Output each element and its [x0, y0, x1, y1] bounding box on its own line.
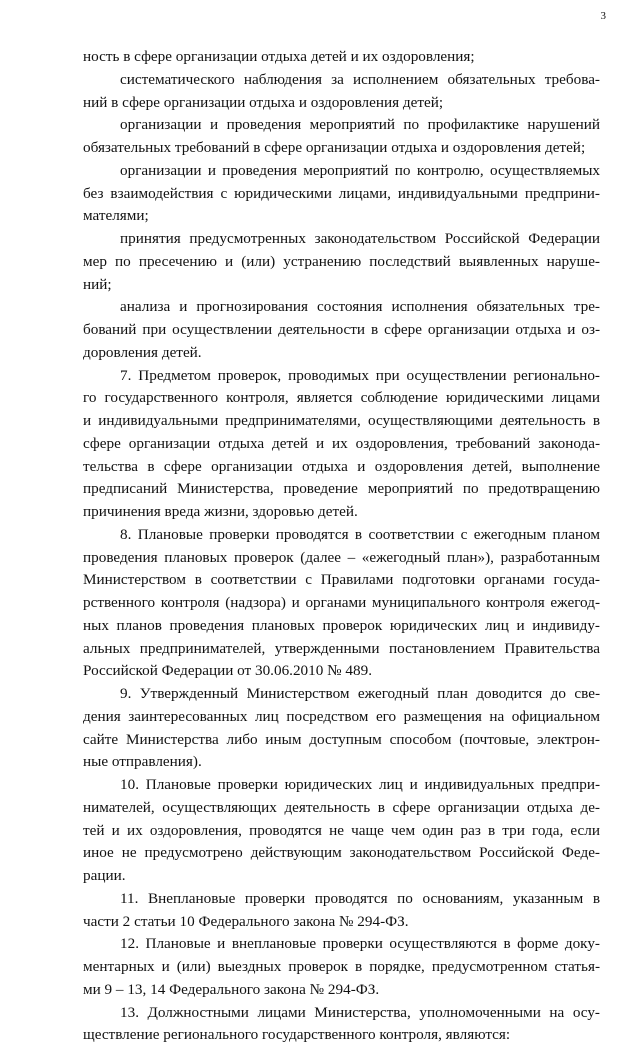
text-line: тельства в сфере организации отдыха и оздоровления детей, выполнение: [83, 457, 600, 475]
text-line: 8. Плановые проверки проводятся в соответствии с ежегодным планом: [120, 525, 600, 543]
text-line: ность в сфере организации отдыха детей и их оздоровления;: [83, 48, 475, 65]
text-line: анализа и прогнозирования состояния исполнения обязательных тре-: [120, 298, 600, 316]
text-line: организации и проведения мероприятий по профилактике нарушений: [120, 116, 600, 134]
text-line: 9. Утвержденный Министерством ежегодный план доводится до све-: [120, 685, 600, 702]
text-line: Министерством в соответствии с Правилами подготовки органами госуда-: [83, 571, 600, 589]
text-line: иное не предусмотрено действующим законодательством Российской Феде-: [83, 844, 600, 862]
text-line: нимателей, осуществляющих деятельность в сфере организации отдыха де-: [83, 798, 600, 816]
text-line: 12. Плановые и внеплановые проверки осуществляются в форме доку-: [120, 935, 600, 953]
text-line: го государственного контроля, является соблюдение юридическими лицами: [83, 389, 600, 407]
text-line: 7. Предметом проверок, проводимых при осуществлении регионально-: [120, 366, 600, 384]
text-line: 13. Должностными лицами Министерства, уполномоченными на осу-: [120, 1003, 600, 1021]
text-line: ми 9 – 13, 14 Федерального закона № 294-ФЗ.: [83, 980, 380, 998]
text-line: сфере организации отдыха детей и их оздоровления, требований законода-: [83, 434, 600, 452]
text-line: принятия предусмотренных законодательством Российской Федерации: [120, 230, 600, 247]
text-line: обязательных требований в сфере организации отдыха и оздоровления детей;: [83, 139, 586, 156]
text-line: 10. Плановые проверки юридических лиц и индивидуальных предпри-: [120, 776, 600, 793]
page-number: 3: [600, 10, 606, 22]
text-line: дения заинтересованных лиц посредством его размещения на официальном: [83, 707, 600, 725]
text-line: бований при осуществлении деятельности в сфере организации отдыха и оз-: [83, 321, 600, 338]
text-line: предписаний Министерства, проведение мероприятий по предотвращению: [83, 480, 600, 498]
text-line: тей и их оздоровления, проводятся не чаще чем один раз в три года, если: [83, 821, 600, 839]
text-line: причинения вреда жизни, здоровью детей.: [83, 503, 358, 520]
text-line: ментарных и (или) выездных проверок в порядке, предусмотренном статья-: [83, 958, 600, 975]
text-line: ных планов проведения плановых проверок юридических лиц и индивиду-: [83, 616, 600, 634]
text-line: проведения плановых проверок (далее – «ежегодный план»), разработанным: [83, 548, 600, 566]
text-line: мателями;: [83, 207, 149, 225]
text-line: части 2 статьи 10 Федерального закона № 294-ФЗ.: [83, 912, 409, 930]
text-line: альных предпринимателей, утвержденными постановлением Правительства: [83, 639, 600, 657]
text-line: ществление регионального государственного контроля, являются:: [83, 1026, 511, 1044]
text-line: рации.: [83, 867, 126, 884]
text-line: без взаимодействия с юридическими лицами, индивидуальными предприни-: [83, 184, 600, 202]
text-line: ний в сфере организации отдыха и оздоровления детей;: [83, 93, 444, 111]
text-line: организации и проведения мероприятий по контролю, осуществляемых: [120, 161, 600, 179]
text-line: сайте Министерства либо иным доступным способом (почтовые, электрон-: [83, 730, 600, 748]
text-line: рственного контроля (надзора) и органами муниципального контроля ежегод-: [83, 594, 600, 611]
text-line: Российской Федерации от 30.06.2010 № 489.: [83, 662, 372, 680]
text-line: и индивидуальными предпринимателями, осуществляющими деятельность в: [83, 412, 600, 429]
text-line: доровления детей.: [83, 343, 202, 361]
text-line: систематического наблюдения за исполнением обязательных требова-: [120, 70, 600, 88]
text-line: ний;: [83, 275, 112, 293]
body-text: [83, 46, 600, 1047]
text-line: мер по пресечению и (или) устранению последствий выявленных наруше-: [83, 252, 600, 270]
text-line: 11. Внеплановые проверки проводятся по основаниям, указанным в: [120, 889, 600, 907]
text-line: ные отправления).: [83, 753, 202, 771]
